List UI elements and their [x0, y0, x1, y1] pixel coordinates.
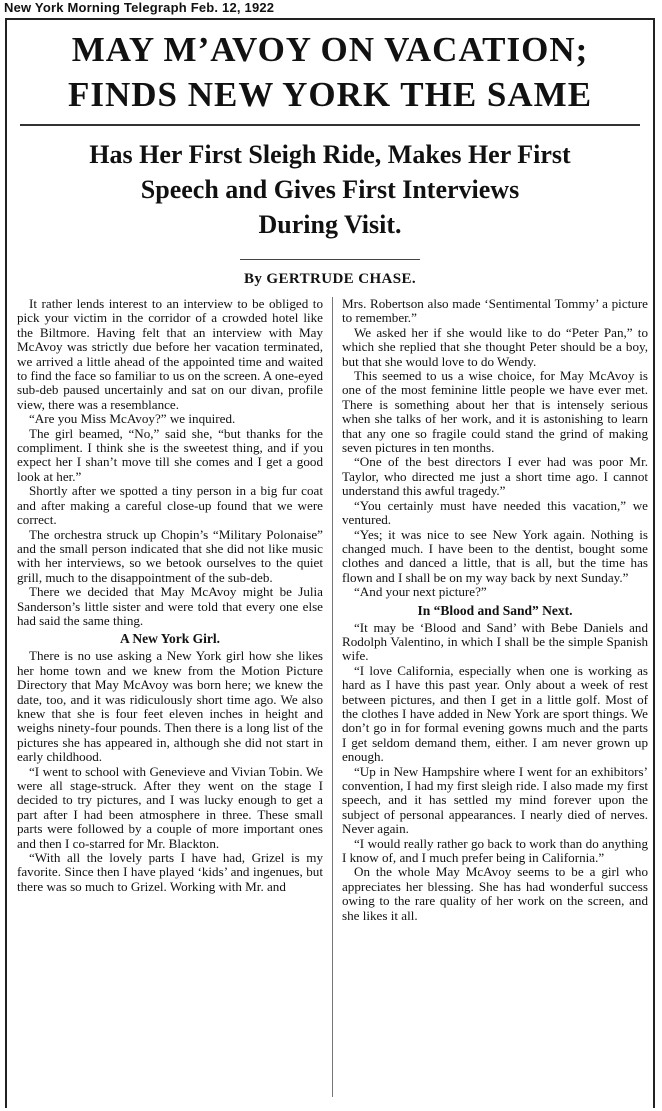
paragraph: This seemed to us a wise choice, for May McAvoy is one of the most feminine little people we have ever met. There is something about her that is intensely serious when she talks of her work, and it is astonishing to learn that any one so fragile could stand the grind of making seven pictures in ten months. [342, 368, 648, 456]
headline-line-2: FINDS NEW YORK THE SAME [67, 75, 593, 114]
paragraph: “With all the lovely parts I have had, Grizel is my favorite. Since then I have played ‘kids’ and ingenues, but there was so much to Grizel. Working with Mr. and [17, 850, 323, 894]
paragraph: “Up in New Hampshire where I went for an exhibitors’ convention, I had my first sleigh ride. I also made my first speech, and it has settled my mind forever upon the subject of personal appearances. I nearly died of nerves. Never again. [342, 763, 648, 837]
headline-rule [20, 124, 640, 126]
subheadline-line-3: During Visit. [258, 210, 402, 239]
paragraph: It rather lends interest to an interview to be obliged to pick your victim in the corridor of a crowded hotel like the Biltmore. Having felt that an interview with May McAvoy was strictly due before her vacation terminated, we arrived a little ahead of the appointed time and waited to find the face so familiar to us on the screen. A one-eyed sub-deb paused uncertainly and sat on our divan, profile view, there was a resemblance. [17, 296, 323, 412]
paragraph: “Yes; it was nice to see New York again. Nothing is changed much. I have been to the dentist, bought some clothes and danced a little, that is all, but the time has flown and I shall be on my way back by next Sunday.” [342, 526, 648, 585]
section-subhead: In “Blood and Sand” Next. [417, 602, 573, 618]
paragraph: “Are you Miss McAvoy?” we inquired. [29, 411, 236, 427]
source-line: New York Morning Telegraph Feb. 12, 1922 [4, 0, 275, 15]
subheadline-line-2: Speech and Gives First Interviews [140, 175, 520, 204]
paragraph: “I would really rather go back to work than do anything I know of, and I much prefer being in California.” [342, 835, 648, 866]
byline-rule [240, 259, 420, 260]
headline-line-1: MAY M’AVOY ON VACATION; [71, 30, 589, 69]
paragraph: “You certainly must have needed this vacation,” we ventured. [342, 497, 648, 528]
paragraph: Mrs. Robertson also made ‘Sentimental Tommy’ a picture to remember.” [342, 296, 648, 326]
paragraph: We asked her if she would like to do “Peter Pan,” to which she replied that she thought Peter should be a boy, but that she would love to do Wendy. [342, 324, 648, 369]
paragraph: “And your next picture?” [354, 584, 487, 600]
paragraph: On the whole May McAvoy seems to be a girl who appreciates her blessing. She has had wonderful success owing to the rare quality of her work on the screen, and she likes it all. [342, 864, 648, 923]
paragraph: The girl beamed, “No,” said she, “but thanks for the compliment. I think she is the sweetest thing, and if you expect her I shan’t move till she comes and I get a good look at her.” [17, 425, 323, 484]
column-divider [332, 297, 333, 1097]
paragraph: There is no use asking a New York girl how she likes her home town and we knew from the Motion Picture Directory that May McAvoy was born here; we knew the date, too, and it was ridiculously short time ago. We also knew that she is four feet eleven inches in height and weighs ninety-four pounds. Then there is a long list of the pictures she has appeared in, although she did not start in early childhood. [17, 648, 323, 765]
subheadline-line-1: Has Her First Sleigh Ride, Makes Her First [89, 140, 571, 169]
paragraph: “One of the best directors I ever had was poor Mr. Taylor, who directed me just a short time ago. I cannot understand this awful tragedy.” [342, 454, 648, 499]
byline: By GERTRUDE CHASE. [243, 271, 417, 287]
paragraph: There we decided that May McAvoy might be Julia Sanderson’s little sister and were told that every one else had said the same thing. [17, 584, 323, 628]
paragraph: Shortly after we spotted a tiny person in a big fur coat and after making a careful close-up found that we were correct. [17, 483, 323, 528]
paragraph: “I went to school with Genevieve and Vivian Tobin. We were all stage-struck. After they went on the stage I decided to try pictures, and I was lucky enough to get a part after I had been atmosphere in three. These small parts were followed by a couple of more important ones and then I co-starred for Mr. Blackton. [17, 763, 323, 851]
paragraph: “It may be ‘Blood and Sand’ with Bebe Daniels and Rodolph Valentino, in which I shall be the simple Spanish wife. [342, 619, 648, 664]
paragraph: The orchestra struck up Chopin’s “Military Polonaise” and the small person indicated that she did not like music with her interviews, so we betook ourselves to the quiet grill, much to the disappointment of the sub-deb. [17, 526, 323, 585]
right-column [342, 297, 648, 923]
paragraph: “I love California, especially when one is working as hard as I have this past year. Only about a week of rest between pictures, and then I get in a little golf. Most of the clothes I have added in New York are sport things. We don’t go in for formal evening gowns much and the parts I get seldom demand them, either. I am never grown up enough. [342, 662, 648, 765]
section-subhead: A New York Girl. [120, 631, 220, 647]
left-column [17, 297, 323, 894]
